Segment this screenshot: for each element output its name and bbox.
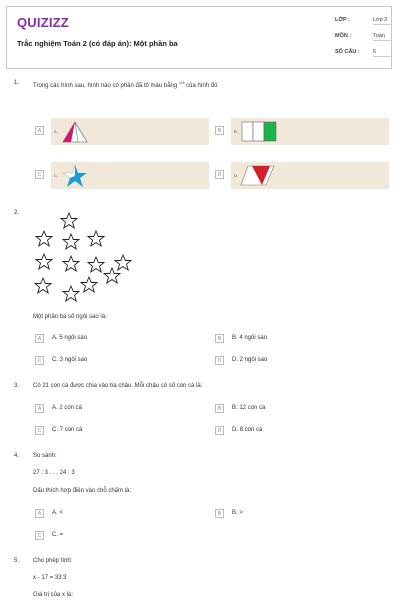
q2-option-b-box[interactable]: B [215, 334, 224, 343]
star-icon [63, 234, 79, 249]
q2-option-d-box[interactable]: D [215, 356, 224, 365]
q1-option-c-box[interactable]: C [35, 170, 44, 179]
q1-number: 1. [14, 80, 20, 86]
star-icon [88, 231, 104, 246]
q4-option-c-label: C. = [52, 532, 64, 538]
q4-prompt: Dấu thích hợp điền vào chỗ chấm là: [33, 488, 131, 494]
q3-text: Có 21 con cá được chia vào ba chậu. Mỗi chậu có số con cá là: [33, 383, 203, 389]
star-icon [61, 213, 77, 228]
triangle-shaded-icon [61, 121, 91, 143]
q4-text: So sánh: [33, 453, 57, 459]
q1-fraction: 1/3 [178, 80, 185, 85]
q2-text: Một phần ba số ngôi sao là: [33, 314, 107, 320]
q1-option-b[interactable] [231, 118, 389, 145]
star-icon [63, 256, 79, 271]
q4-option-b-box[interactable]: B [215, 509, 224, 518]
q1-option-a-box[interactable]: A [35, 126, 44, 135]
q2-option-b-label: B. 4 ngôi sao [232, 335, 268, 341]
q2-option-c-label: C. 3 ngôi sao [52, 357, 88, 363]
quizizz-logo: QUIZIZZ [17, 15, 69, 30]
meta-mon-value: Toán [373, 33, 391, 41]
q1-option-d-box[interactable]: D [215, 170, 224, 179]
q3-option-a-label: A. 2 con cá [52, 405, 83, 411]
star-icon [88, 257, 104, 272]
q2-option-c-box[interactable]: C [35, 356, 44, 365]
q3-option-a-box[interactable]: A [35, 404, 44, 413]
q1-text [33, 80, 217, 89]
q4-number: 4. [14, 453, 20, 459]
q2-option-a-box[interactable]: A [35, 334, 44, 343]
stars-picture [30, 208, 140, 308]
q2-option-a-label: A. 5 ngôi sao [52, 335, 88, 341]
q1-option-d[interactable] [231, 162, 389, 189]
meta-lop-value: Lớp 2 [373, 17, 391, 25]
q5-prompt: Giá trị của x là: [33, 592, 74, 598]
q4-expression: 27 : 3 . . . 24 : 3 [33, 470, 75, 476]
q1-option-a-tag: A. [54, 129, 58, 134]
star-icon [35, 278, 51, 293]
q3-number: 3. [14, 383, 20, 389]
parallelogram-shaded-icon [240, 165, 276, 186]
q4-option-b-label: B. > [232, 510, 243, 516]
q5-number: 5. [14, 558, 20, 564]
meta-socau-value: 6 [373, 49, 391, 57]
q3-option-b-box[interactable]: B [215, 404, 224, 413]
star-icon [36, 231, 52, 246]
meta-lop-label: LỚP : [335, 17, 350, 23]
q1-option-d-tag: D. [234, 173, 238, 178]
q1-option-b-box[interactable]: B [215, 126, 224, 135]
star-shaded-icon [60, 164, 90, 188]
q1-option-c-tag: C. [54, 173, 58, 178]
meta-socau-label: SỐ CÂU : [335, 49, 360, 55]
q4-option-a-box[interactable]: A [35, 509, 44, 518]
q4-option-c-box[interactable]: C [35, 531, 44, 540]
q3-option-c-label: C. 7 con cá [52, 427, 83, 433]
star-icon [63, 286, 79, 301]
q5-expression: x - 17 = 33:3 [33, 575, 67, 581]
q1-option-a[interactable] [51, 118, 209, 145]
q4-option-a-label: A. < [52, 510, 63, 516]
star-icon [115, 255, 131, 270]
meta-mon-label: MÔN : [335, 33, 352, 39]
q1-text-main: Trong các hình sau, hình nào có phần đã tô màu bằng [33, 83, 178, 89]
q2-number: 2. [14, 210, 20, 216]
worksheet-title: Trắc nghiệm Toán 2 (có đáp án): Một phần ba [17, 39, 178, 48]
q1-text-after: của hình đó [186, 83, 218, 89]
q3-option-d-box[interactable]: D [215, 426, 224, 435]
q3-option-c-box[interactable]: C [35, 426, 44, 435]
q5-text: Cho phép tính: [33, 558, 73, 564]
q3-option-d-label: D. 8 con cá [232, 427, 263, 433]
star-icon [81, 277, 97, 292]
star-icon [36, 254, 52, 269]
q2-option-d-label: D. 2 ngôi sao [232, 357, 268, 363]
q1-option-b-tag: B. [234, 129, 238, 134]
rectangle-thirds-icon [240, 121, 280, 142]
worksheet-header [6, 6, 392, 69]
q3-option-b-label: B. 12 con cá [232, 405, 266, 411]
q1-option-c[interactable] [51, 162, 209, 189]
